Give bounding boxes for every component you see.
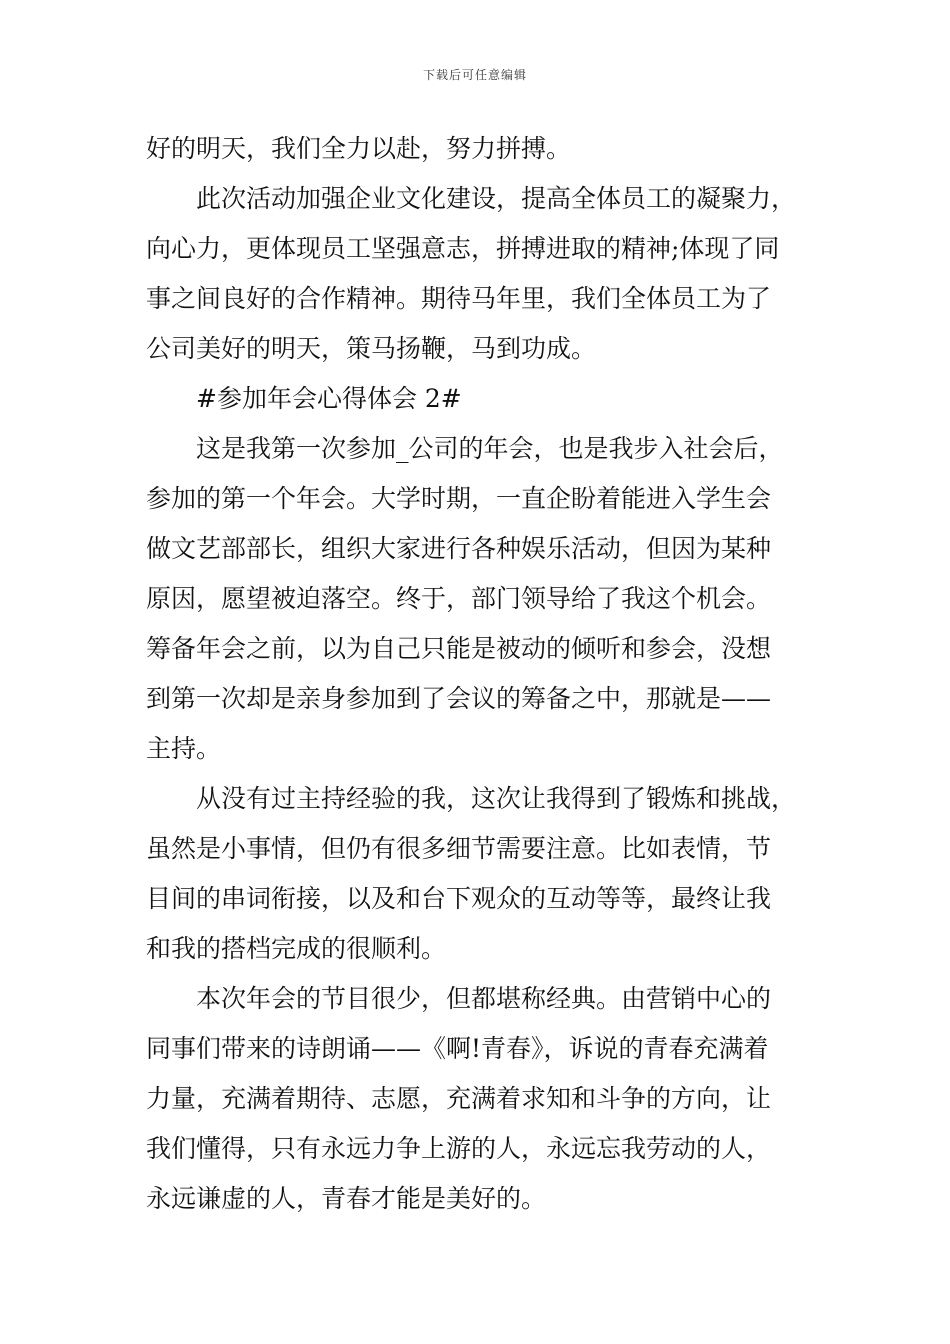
text-line: 做文艺部部长，组织大家进行各种娱乐活动，但因为某种 bbox=[146, 534, 772, 563]
text-line: 好的明天，我们全力以赴，努力拼搏。 bbox=[146, 134, 572, 163]
paragraph-activity-summary bbox=[146, 174, 816, 374]
text-line: #参加年会心得体会 2# bbox=[196, 384, 462, 413]
text-line: 虽然是小事情，但仍有很多细节需要注意。比如表情，节 bbox=[146, 834, 772, 863]
paragraph-continuation bbox=[146, 124, 816, 174]
text-line: 目间的串词衔接，以及和台下观众的互动等等，最终让我 bbox=[146, 884, 772, 913]
document-body bbox=[146, 124, 816, 1224]
text-line: 这是我第一次参加_公司的年会，也是我步入社会后， bbox=[196, 434, 784, 463]
paragraph-program-review bbox=[146, 974, 816, 1224]
text-line: 筹备年会之前，以为自己只能是被动的倾听和参会，没想 bbox=[146, 634, 772, 663]
section-heading bbox=[146, 374, 816, 424]
text-line: 从没有过主持经验的我，这次让我得到了锻炼和挑战， bbox=[196, 784, 797, 813]
text-line: 我们懂得，只有永远力争上游的人，永远忘我劳动的人， bbox=[146, 1134, 772, 1163]
text-line: 到第一次却是亲身参加到了会议的筹备之中，那就是—— bbox=[146, 684, 772, 713]
text-line: 公司美好的明天，策马扬鞭，马到功成。 bbox=[146, 334, 597, 363]
page-header: 下载后可任意编辑 bbox=[422, 68, 527, 82]
text-line: 向心力，更体现员工坚强意志，拼搏进取的精神;体现了同 bbox=[146, 234, 780, 263]
text-line: 参加的第一个年会。大学时期，一直企盼着能进入学生会 bbox=[146, 484, 772, 513]
text-line: 本次年会的节目很少，但都堪称经典。由营销中心的 bbox=[196, 984, 772, 1013]
paragraph-first-annual-meeting bbox=[146, 424, 816, 774]
text-line: 此次活动加强企业文化建设，提高全体员工的凝聚力， bbox=[196, 184, 797, 213]
paragraph-hosting-experience bbox=[146, 774, 816, 974]
text-line: 和我的搭档完成的很顺利。 bbox=[146, 934, 447, 963]
text-line: 主持。 bbox=[146, 734, 222, 763]
text-line: 事之间良好的合作精神。期待马年里，我们全体员工为了 bbox=[146, 284, 772, 313]
text-line: 同事们带来的诗朗诵——《啊!青春》，诉说的青春充满着 bbox=[146, 1034, 769, 1063]
text-line: 永远谦虚的人，青春才能是美好的。 bbox=[146, 1184, 547, 1213]
text-line: 原因，愿望被迫落空。终于，部门领导给了我这个机会。 bbox=[146, 584, 772, 613]
text-line: 力量，充满着期待、志愿，充满着求知和斗争的方向，让 bbox=[146, 1084, 772, 1113]
